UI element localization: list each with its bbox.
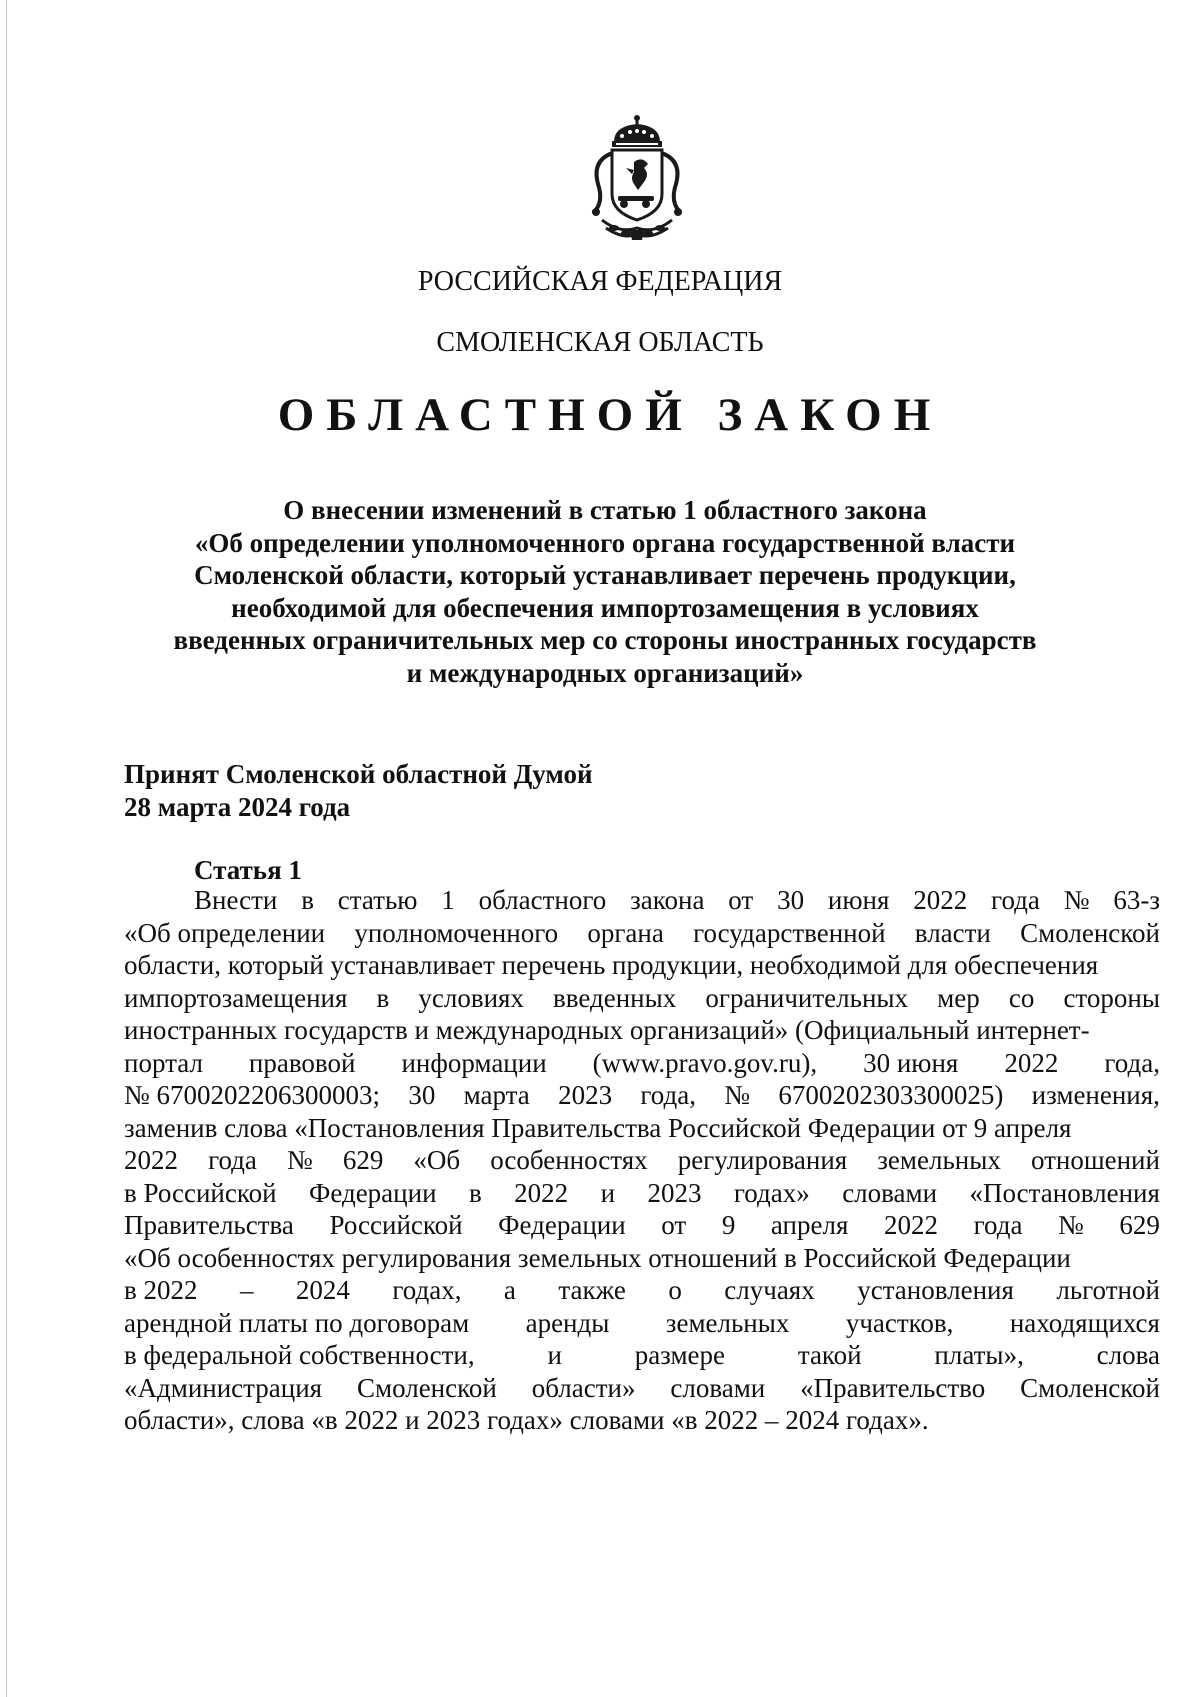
article-word: Смоленской: [356, 1372, 497, 1403]
article-word: Правительства: [124, 1210, 294, 1240]
article-word: статью: [337, 885, 418, 915]
article-word: введенных: [553, 982, 677, 1013]
article-text-line: [124, 1372, 1160, 1405]
article-word: в федеральной собственности,: [124, 1340, 475, 1370]
article-text-line: [124, 1404, 1160, 1437]
article-word: года,: [1104, 1047, 1160, 1078]
article-word: годах»: [733, 1177, 810, 1208]
article-word: случаях: [724, 1275, 815, 1305]
article-word: 63-з: [1113, 885, 1160, 915]
region-name: СМОЛЕНСКАЯ ОБЛАСТЬ: [436, 327, 764, 358]
article-word: 2022: [1004, 1047, 1059, 1078]
article-word: правовой: [248, 1047, 356, 1078]
article-word: слова: [1096, 1340, 1160, 1370]
article-word: 30 июня: [863, 1047, 959, 1078]
article-text-line: [124, 1339, 1160, 1372]
article-word: льготной: [1056, 1275, 1160, 1305]
article-word: также: [558, 1275, 626, 1305]
article-word: мер: [937, 982, 980, 1013]
article-word: 2024: [295, 1275, 350, 1305]
article-word: условиях: [418, 982, 524, 1013]
article-word: стороны: [1063, 982, 1160, 1013]
article-word: 6700202303300025): [778, 1080, 1004, 1110]
article-word: от: [661, 1210, 687, 1240]
law-title-line: Смоленской области, который устанавливает перечень продукции,: [194, 560, 1016, 590]
article-word: в: [468, 1177, 482, 1208]
article-word: 629: [342, 1145, 384, 1175]
article-word: «Об определении: [124, 917, 326, 948]
adoption-info: [124, 758, 593, 824]
article-word: импортозамещения: [124, 982, 348, 1013]
article-word: Российской: [329, 1210, 463, 1240]
article-word: «Об: [413, 1145, 461, 1175]
article-word: земельных: [665, 1307, 790, 1338]
adopted-by: Принят Смоленской областной Думой: [124, 759, 593, 789]
article-word: №: [724, 1080, 751, 1110]
article-word: № 6700202206300003;: [124, 1080, 381, 1110]
article-word: 2022: [514, 1177, 569, 1208]
article-word: органа: [587, 917, 664, 948]
article-word: регулирования: [677, 1145, 848, 1175]
article-word: №: [1058, 1210, 1084, 1240]
article-word: 9: [721, 1210, 736, 1240]
law-title: [150, 494, 1060, 689]
article-word: 2022: [913, 885, 968, 915]
scan-edge-line: [6, 0, 7, 1697]
article-text-line: [124, 1307, 1160, 1340]
article-word: 30: [777, 885, 805, 915]
article-word: 2023: [558, 1080, 613, 1110]
country-name: РОССИЙСКАЯ ФЕДЕРАЦИЯ: [417, 266, 783, 297]
article-word: «Правительство: [800, 1372, 986, 1403]
article-word: информации: [401, 1047, 547, 1078]
article-text-line: [124, 1079, 1160, 1112]
article-word: июня: [827, 885, 890, 915]
article-word: областного: [478, 885, 607, 915]
article-word: а: [503, 1275, 516, 1305]
article-word: –: [239, 1275, 254, 1305]
article-word: государственной: [693, 917, 886, 948]
article-word: и: [600, 1177, 616, 1208]
article-word: «Постановления: [969, 1177, 1160, 1208]
article-body: [124, 884, 1160, 1437]
law-title-line: необходимой для обеспечения импортозамещения в условиях: [231, 592, 979, 623]
article-word: словами: [670, 1372, 766, 1403]
article-word: ограничительных: [705, 982, 909, 1013]
law-title-line: О внесении изменений в статью 1 областного закона: [283, 495, 927, 525]
article-word: марта: [463, 1080, 530, 1110]
article-word: особенностях: [490, 1145, 648, 1175]
article-word: Смоленской: [1020, 1372, 1160, 1403]
article-text-line: [124, 982, 1160, 1015]
article-word: 30: [408, 1080, 436, 1110]
article-word: (www.pravo.gov.ru),: [592, 1047, 818, 1078]
article-word: 2022: [124, 1145, 178, 1175]
article-word: №: [286, 1145, 313, 1175]
law-title-line: введенных ограничительных мер со стороны иностранных государств: [173, 625, 1037, 655]
adoption-date: 28 марта 2024 года: [124, 792, 351, 822]
article-word: о: [668, 1275, 682, 1305]
article-word: в Российской: [124, 1177, 277, 1208]
article-word: «Об особенностях регулирования земельных отношений в Российской Федерации: [124, 1242, 1071, 1273]
law-title-line: и международных организаций»: [406, 657, 804, 688]
article-word: №: [1063, 885, 1090, 915]
article-word: земельных: [877, 1145, 1001, 1175]
article-word: года: [973, 1210, 1023, 1240]
article-word: участков,: [845, 1307, 954, 1338]
article-word: словами: [842, 1177, 938, 1208]
article-text-line: [124, 1144, 1160, 1177]
article-text-line: [124, 1274, 1160, 1307]
article-text-line: [124, 1242, 1160, 1275]
article-word: области, который устанавливает перечень продукции, необходимой для обеспечения: [124, 950, 1099, 980]
article-word: платы»,: [934, 1340, 1024, 1370]
article-word: области»: [531, 1372, 636, 1403]
article-word: заменив слова «Постановления Правительства Российской Федерации от 9 апреля: [124, 1112, 1072, 1143]
article-word: Смоленской: [1020, 917, 1160, 948]
article-word: 1: [441, 885, 455, 915]
article-text-line: [124, 1047, 1160, 1080]
article-word: закона: [630, 885, 705, 915]
article-word: арендной платы по договорам: [124, 1307, 470, 1338]
article-word: в: [301, 885, 314, 915]
article-word: в: [376, 982, 390, 1013]
article-text-line: [124, 1112, 1160, 1145]
article-word: в 2022: [124, 1275, 198, 1305]
article-word: 2022: [883, 1210, 938, 1240]
law-title-line: «Об определении уполномоченного органа государственной власти: [194, 527, 1016, 558]
article-word: годах,: [392, 1275, 462, 1305]
article-word: года: [991, 885, 1040, 915]
article-word: Федерации: [309, 1177, 437, 1208]
article-word: области», слова «в 2022 и 2023 годах» словами «в 2022 – 2024 годах».: [124, 1405, 929, 1435]
article-word: 2023: [647, 1177, 702, 1208]
article-word: иностранных государств и международных организаций» (Официальный интернет-: [124, 1015, 1090, 1045]
article-word: изменения,: [1031, 1080, 1160, 1110]
article-word: 629: [1119, 1210, 1160, 1240]
article-word: от: [728, 885, 754, 915]
article-text-line: [124, 1014, 1160, 1047]
article-word: и: [547, 1340, 562, 1370]
document-type-heading: ОБЛАСТНОЙ ЗАКОН: [277, 389, 943, 441]
article-word: Внести: [194, 885, 278, 915]
article-word: такой: [797, 1340, 862, 1370]
article-heading: Статья 1: [194, 855, 302, 885]
article-word: года: [208, 1145, 257, 1175]
article-text-line: [124, 1177, 1160, 1210]
article-word: Федерации: [498, 1210, 626, 1240]
article-text-line: [124, 1209, 1160, 1242]
article-word: находящихся: [1009, 1307, 1160, 1338]
article-word: года,: [640, 1080, 696, 1110]
article-word: аренды: [525, 1307, 610, 1338]
article-word: власти: [914, 917, 991, 948]
article-text-line: [124, 949, 1160, 982]
article-text-line: [124, 884, 1160, 917]
article-word: со: [1008, 982, 1035, 1013]
article-word: установления: [857, 1275, 1014, 1305]
article-word: размере: [634, 1340, 726, 1370]
article-text-line: [124, 917, 1160, 950]
article-word: отношений: [1030, 1145, 1160, 1175]
coat-of-arms-emblem: [584, 112, 690, 244]
article-word: «Администрация: [124, 1372, 323, 1403]
article-word: портал: [124, 1047, 203, 1078]
article-word: апреля: [770, 1210, 849, 1240]
article-word: уполномоченного: [354, 917, 559, 948]
